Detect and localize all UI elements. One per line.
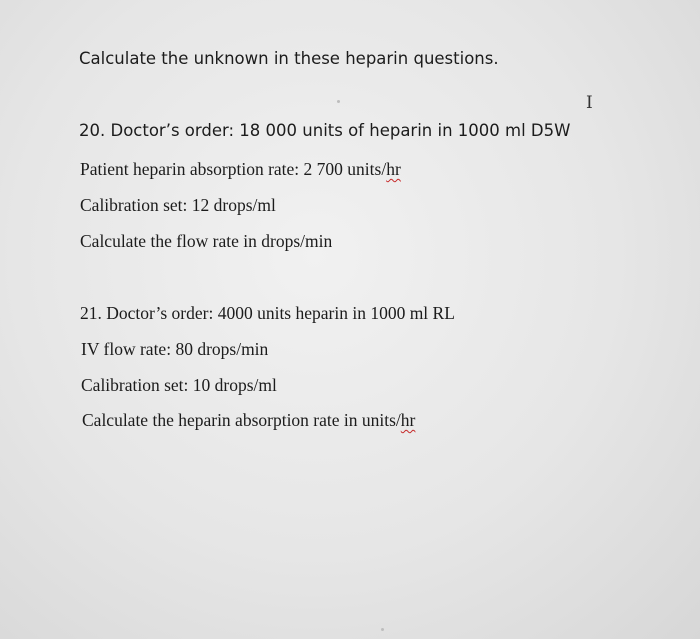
q21-doctors-order: 21. Doctor’s order: 4000 units heparin in 1000 ml RL [80,303,455,323]
q21-iv-flow-rate: IV flow rate: 80 drops/min [81,339,269,359]
q21-question [82,409,415,431]
q21-question-text: Calculate the heparin absorption rate in units/ [82,410,401,430]
q20-question: Calculate the flow rate in drops/min [80,231,333,251]
paper-speck [381,628,384,631]
q20-absorption-rate-text: Patient heparin absorption rate: 2 700 units/ [80,159,387,179]
q21-calibration-set: Calibration set: 10 drops/ml [81,375,277,395]
worksheet-title: Calculate the unknown in these heparin questions. [79,49,499,68]
q21-ask-unit: hr [400,410,416,430]
q20-calibration-set: Calibration set: 12 drops/ml [80,195,276,215]
paper-speck [337,100,340,103]
text-cursor-icon: I [586,93,593,113]
q20-doctors-order: 20. Doctor’s order: 18 000 units of heparin in 1000 ml D5W [79,121,571,140]
q20-rate-unit: hr [386,159,401,179]
q20-absorption-rate [80,158,401,180]
